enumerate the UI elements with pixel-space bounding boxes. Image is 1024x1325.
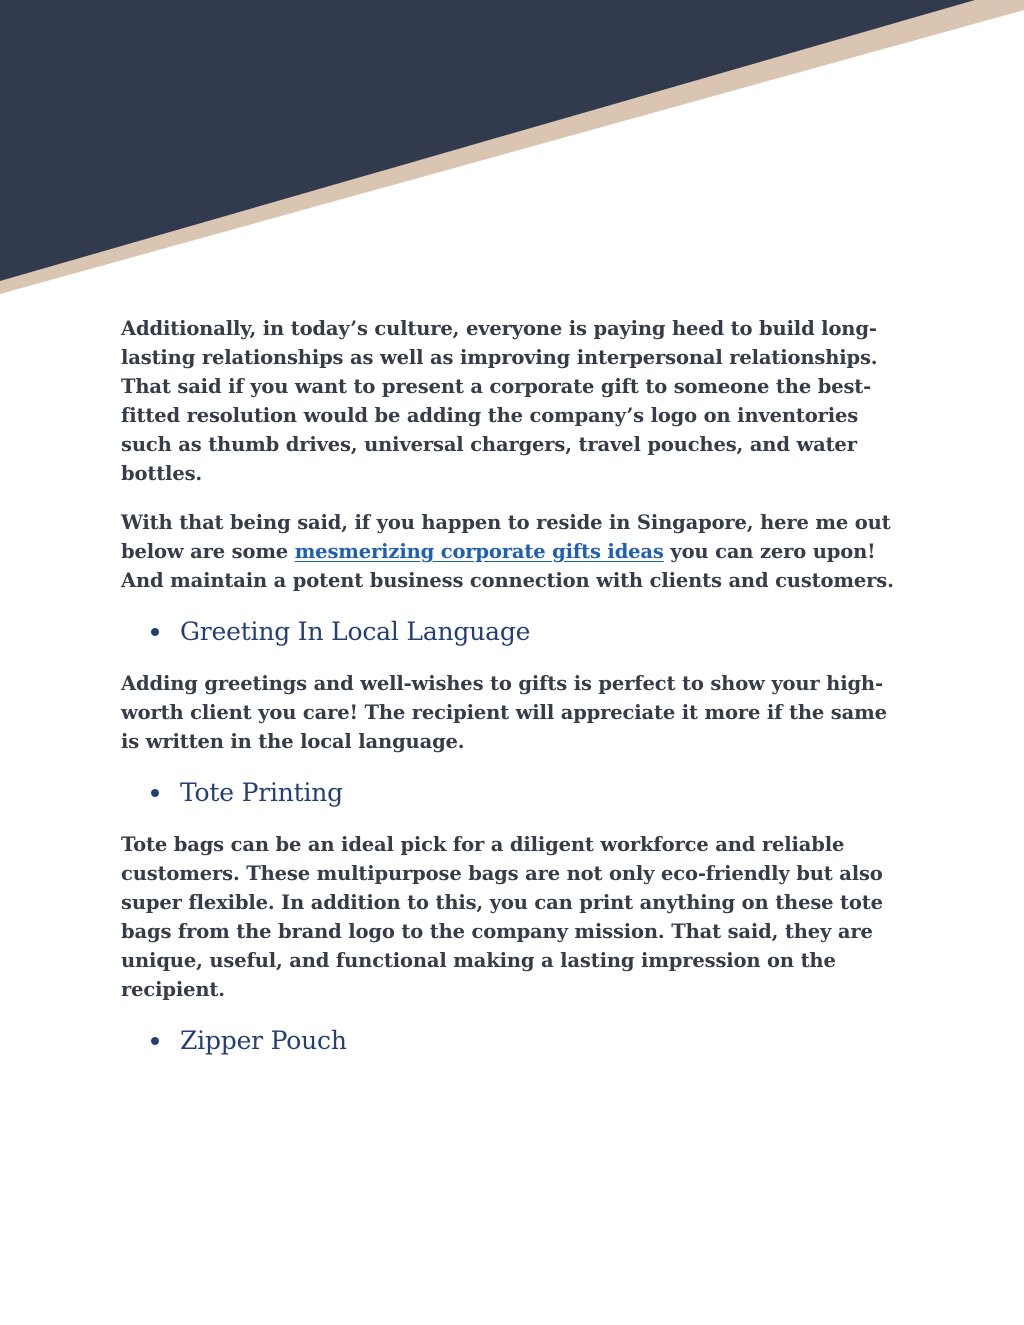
header-dark-shape	[0, 0, 975, 281]
section-heading-zipper	[151, 1025, 911, 1057]
bullet-dot-icon	[151, 628, 159, 636]
bullet-dot-icon	[151, 1037, 159, 1045]
header-decoration	[0, 0, 1024, 300]
paragraph-greeting: Adding greetings and well-wishes to gifts is perfect to show your high-worth client you care! The recipient will appreciate it more if the same is written in the local language.	[121, 672, 887, 753]
paragraph-relationships: Additionally, in today’s culture, everyone is paying heed to build long-lasting relationships as well as improving interpersonal relationships. That said if you want to present a corporate gift to someone the best-fitted resolution would be adding the company’s logo on inventories such as thumb drives, universal chargers, travel pouches, and water bottles.	[121, 317, 878, 485]
paragraph-singapore	[121, 508, 911, 595]
bullet-dot-icon	[151, 789, 159, 797]
paragraph-singapore-text-before: With that being said, if you happen to reside in Singapore, here me out below are some	[121, 511, 891, 563]
section-heading-greeting-text: Greeting In Local Language	[180, 617, 531, 646]
paragraph-singapore-text-after: you can zero upon! And maintain a potent business connection with clients and customers.	[121, 540, 894, 592]
section-heading-zipper-text: Zipper Pouch	[180, 1026, 347, 1055]
section-heading-tote-text: Tote Printing	[180, 778, 343, 807]
section-heading-tote	[151, 777, 911, 809]
paragraph-tote: Tote bags can be an ideal pick for a diligent workforce and reliable customers. These multipurpose bags are not only eco-friendly but also super flexible. In addition to this, you can print anything on these tote bags from the brand logo to the company mission. That said, they are unique, useful, and functional making a lasting impression on the recipient.	[121, 833, 883, 1001]
document-body	[121, 314, 911, 1078]
section-heading-greeting	[151, 616, 911, 648]
corporate-gifts-ideas-link[interactable]: mesmerizing corporate gifts ideas	[294, 540, 664, 563]
